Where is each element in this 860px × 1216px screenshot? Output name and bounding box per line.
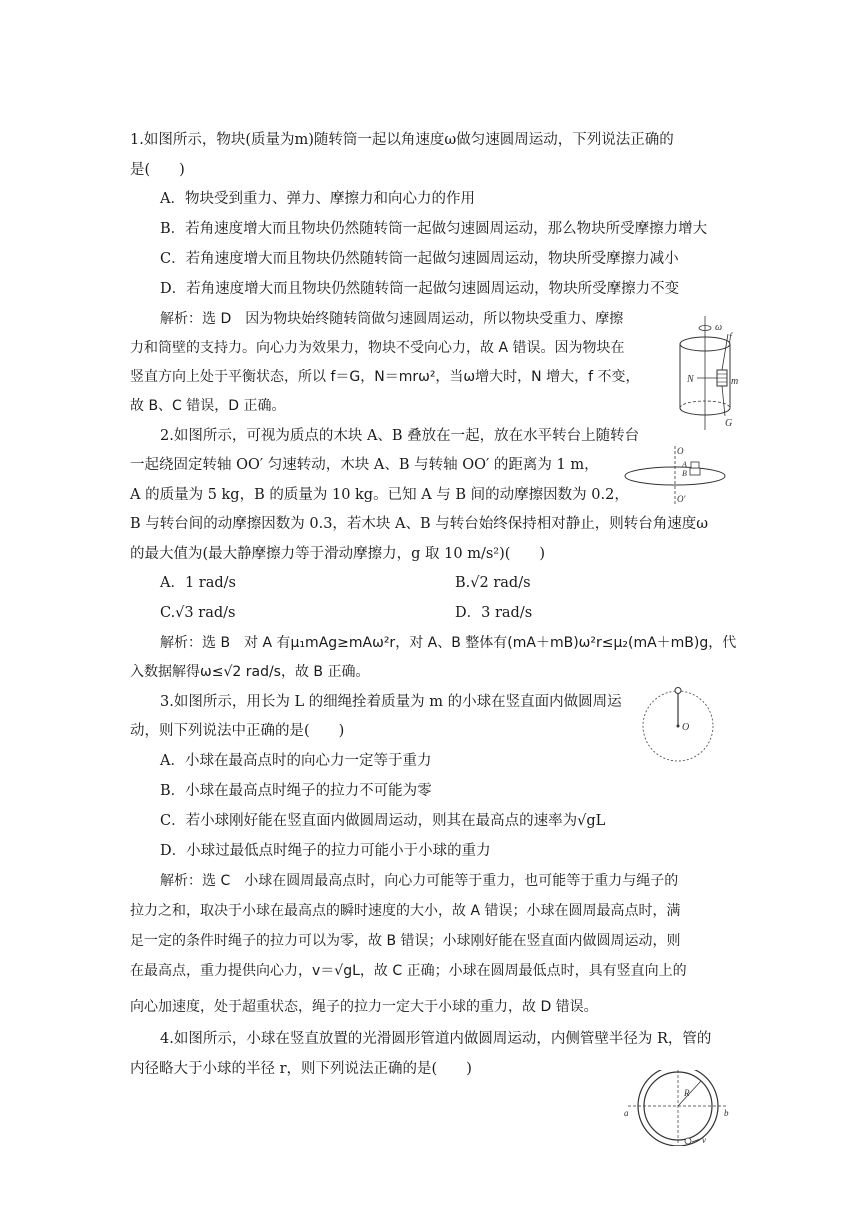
q2-stem-line2: 一起绕固定转轴 OO′ 匀速转动，木块 A、B 与转轴 OO′ 的距离为 1 m， <box>130 457 599 473</box>
q1-option-c: C．若角速度增大而且物块仍然随转筒一起做匀速圆周运动，物块所受摩擦力减小 <box>160 251 679 267</box>
q2-stem-line5: 的最大值为(最大静摩擦力等于滑动摩擦力，g 取 10 m/s²)( ) <box>130 546 546 562</box>
q3-option-d: D．小球过最低点时绳子的拉力可能小于小球的重力 <box>160 843 491 859</box>
q1-option-b: B．若角速度增大而且物块仍然随转筒一起做匀速圆周运动，那么物块所受摩擦力增大 <box>160 221 708 237</box>
axis-top-label: O <box>677 446 684 456</box>
q1-option-d: D．若角速度增大而且物块仍然随转筒一起做匀速圆周运动，物块所受摩擦力不变 <box>160 281 680 297</box>
q3-analysis-line5: 向心加速度，处于超重状态，绳子的拉力一定大于小球的重力，故 D 错误。 <box>130 999 598 1015</box>
friction-label: f <box>729 332 732 343</box>
point-a-label: a <box>624 1108 629 1118</box>
omega-label: ω <box>715 322 723 333</box>
q2-stem-line3: A 的质量为 5 kg，B 的质量为 10 kg。已知 A 与 B 间的动摩擦因数为 0.2， <box>130 487 629 503</box>
turntable-figure <box>620 442 735 510</box>
q3-analysis-line1: 解析：选 C 小球在圆周最高点时，向心力可能等于重力，也可能等于重力与绳子的 <box>160 873 679 889</box>
q2-stem-line4: B 与转台间的动摩擦因数为 0.3，若木块 A、B 与转台始终保持相对静止，则转台角速度ω <box>130 516 709 532</box>
q1-analysis-line2: 力和筒壁的支持力。向心力为效果力，物块不受向心力，故 A 错误。因为物块在 <box>130 340 625 356</box>
circular-tube-figure <box>618 1070 738 1146</box>
q2-option-c: C.√3 rad/s <box>160 605 236 621</box>
center-label: O <box>682 722 690 733</box>
q1-analysis-line1: 解析：选 D 因为物块始终随转筒做匀速圆周运动，所以物块受重力、摩擦 <box>160 311 624 327</box>
velocity-label: v <box>702 1135 706 1145</box>
q2-option-a: A．1 rad/s <box>160 575 236 591</box>
q1-stem-line2: 是( ) <box>130 162 185 178</box>
q3-stem-line1: 3.如图所示，用长为 L 的细绳拴着质量为 m 的小球在竖直面内做圆周运 <box>160 694 622 710</box>
q2-option-b: B.√2 rad/s <box>455 575 531 591</box>
normal-force-label: N <box>687 374 694 385</box>
axis-bottom-label: O′ <box>677 494 686 504</box>
q3-option-a: A．小球在最高点时的向心力一定等于重力 <box>160 753 432 769</box>
q2-analysis-line2: 入数据解得ω≤√2 rad/s，故 B 正确。 <box>130 664 370 680</box>
rotating-cylinder-figure <box>665 312 750 432</box>
block-b-label: B <box>682 469 687 478</box>
mass-label: m <box>731 376 739 387</box>
point-b-label: b <box>724 1108 729 1118</box>
q2-analysis-line1: 解析：选 B 对 A 有μ₁mAg≥mAω²r，对 A、B 整体有(mA＋mB)ω²r≤μ₂(mA＋mB)g，代 <box>160 635 737 651</box>
q1-analysis-line3: 竖直方向上处于平衡状态，所以 f＝G，N＝mrω²，当ω增大时，N 增大，f 不变， <box>130 369 640 385</box>
q3-analysis-line2: 拉力之和，取决于小球在最高点的瞬时速度的大小，故 A 错误；小球在圆周最高点时，满 <box>130 903 681 919</box>
block-a-label: A <box>682 460 687 469</box>
q3-analysis-line3: 足一定的条件时绳子的拉力可以为零，故 B 错误；小球刚好能在竖直面内做圆周运动，则 <box>130 933 681 949</box>
q3-option-b: B．小球在最高点时绳子的拉力不可能为零 <box>160 783 432 799</box>
q3-stem-line2: 动，则下列说法中正确的是( ) <box>130 723 345 739</box>
q1-option-a: A．物块受到重力、弹力、摩擦力和向心力的作用 <box>160 191 475 207</box>
q1-analysis-line4: 故 B、C 错误，D 正确。 <box>130 398 286 414</box>
q2-option-d: D．3 rad/s <box>455 605 533 621</box>
q3-analysis-line4: 在最高点，重力提供向心力，v＝√gL，故 C 正确；小球在圆周最低点时，具有竖直向上的 <box>130 963 687 979</box>
vertical-circle-figure <box>640 684 720 766</box>
q2-stem-line1: 2.如图所示，可视为质点的木块 A、B 叠放在一起，放在水平转台上随转台 <box>160 428 640 444</box>
q1-stem-line1: 1.如图所示，物块(质量为m)随转筒一起以角速度ω做匀速圆周运动，下列说法正确的 <box>130 132 674 148</box>
gravity-label: G <box>725 418 733 429</box>
radius-label: R <box>684 1088 690 1098</box>
q4-stem-line1: 4.如图所示，小球在竖直放置的光滑圆形管道内做圆周运动，内侧管壁半径为 R，管的 <box>160 1031 712 1047</box>
q4-stem-line2: 内径略大于小球的半径 r，则下列说法正确的是( ) <box>130 1061 472 1077</box>
q3-option-c: C．若小球刚好能在竖直面内做圆周运动，则其在最高点的速率为√gL <box>160 813 606 829</box>
